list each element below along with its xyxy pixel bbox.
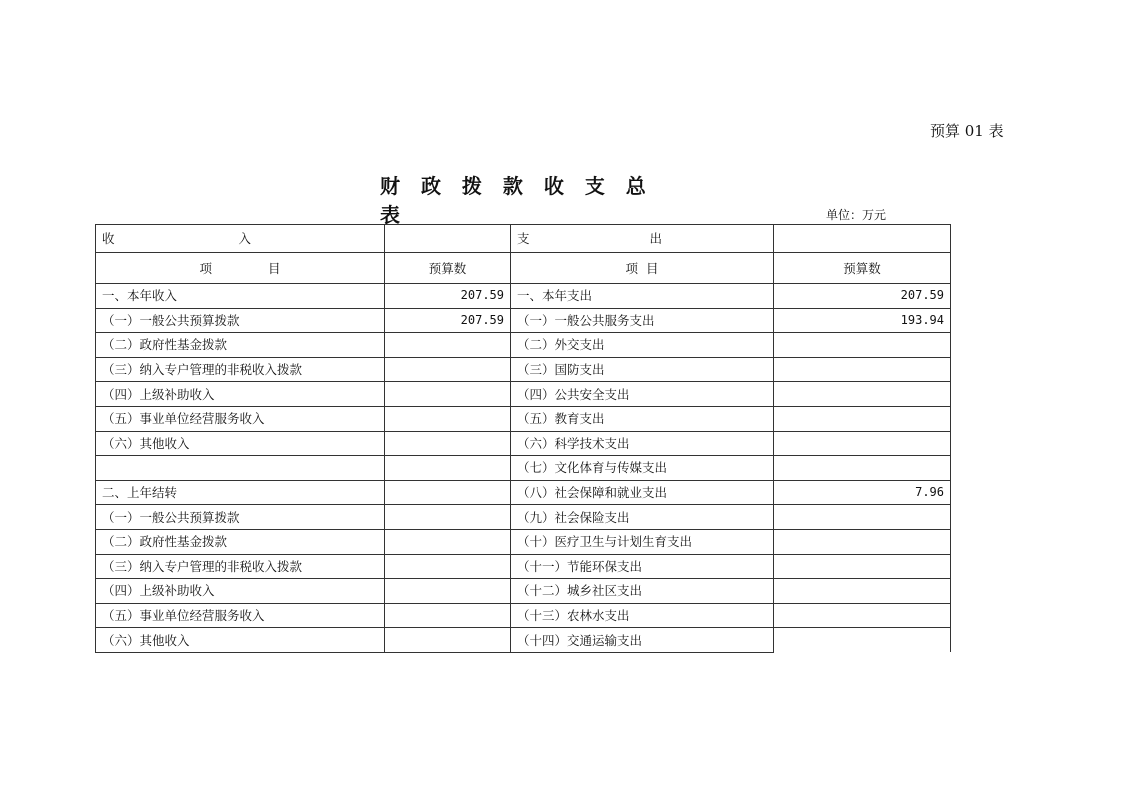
- income-item-cell: （六）其他收入: [96, 431, 385, 456]
- expense-value-cell: [774, 357, 951, 382]
- income-item-subheader-char2: 目: [268, 260, 281, 276]
- table-row: [96, 480, 951, 505]
- income-value-cell: [385, 554, 511, 579]
- expense-value-cell: 207.59: [774, 284, 951, 309]
- income-item-cell: （五）事业单位经营服务收入: [96, 406, 385, 431]
- income-value-cell: 207.59: [385, 308, 511, 333]
- expense-item-cell: （五）教育支出: [511, 406, 774, 431]
- expense-value-cell: 193.94: [774, 308, 951, 333]
- budget-table: [95, 224, 951, 653]
- expense-value-cell: [774, 579, 951, 604]
- expense-value-cell: [774, 431, 951, 456]
- table-row: [96, 382, 951, 407]
- expense-value-cell: [774, 406, 951, 431]
- table-row: [96, 554, 951, 579]
- table-row: [96, 284, 951, 309]
- expense-item-cell: （一）一般公共服务支出: [511, 308, 774, 333]
- unit-label: 单位：万元: [826, 208, 887, 222]
- expense-header: [511, 225, 774, 253]
- income-item-cell: （一）一般公共预算拨款: [96, 308, 385, 333]
- income-item-cell: （六）其他收入: [96, 628, 385, 653]
- expense-item-subheader: 项 目: [511, 253, 774, 284]
- expense-item-cell: （十）医疗卫生与计划生育支出: [511, 529, 774, 554]
- income-item-subheader: [96, 253, 385, 284]
- page-title: 财 政 拨 款 收 支 总 表: [380, 174, 653, 227]
- table-row: [96, 431, 951, 456]
- income-item-cell: （四）上级补助收入: [96, 382, 385, 407]
- expense-value-cell: [774, 603, 951, 628]
- table-row: [96, 308, 951, 333]
- table-row: [96, 333, 951, 358]
- table-row: [96, 579, 951, 604]
- income-value-cell: [385, 333, 511, 358]
- expense-value-cell: [774, 382, 951, 407]
- income-value-cell: [385, 382, 511, 407]
- expense-value-cell: [774, 505, 951, 530]
- expense-value-cell: [774, 529, 951, 554]
- income-value-cell: [385, 406, 511, 431]
- income-header-char2: 入: [238, 231, 252, 246]
- expense-header-char2: 出: [649, 231, 663, 246]
- table-row: [96, 529, 951, 554]
- expense-item-cell: （十四）交通运输支出: [511, 628, 774, 653]
- income-item-cell: （三）纳入专户管理的非税收入拨款: [96, 357, 385, 382]
- expense-item-cell: （九）社会保险支出: [511, 505, 774, 530]
- header-row-2: [96, 253, 951, 284]
- income-budget-subheader: 预算数: [385, 253, 511, 284]
- income-value-cell: [385, 431, 511, 456]
- income-item-cell: （四）上级补助收入: [96, 579, 385, 604]
- header-row-1: [96, 225, 951, 253]
- income-item-cell: 二、上年结转: [96, 480, 385, 505]
- table-row: [96, 357, 951, 382]
- income-item-cell: [96, 456, 385, 481]
- table-row: [96, 406, 951, 431]
- income-header-blank: [385, 225, 511, 253]
- income-item-cell: （五）事业单位经营服务收入: [96, 603, 385, 628]
- expense-item-cell: （十二）城乡社区支出: [511, 579, 774, 604]
- income-value-cell: [385, 529, 511, 554]
- expense-item-cell: （八）社会保障和就业支出: [511, 480, 774, 505]
- income-value-cell: [385, 603, 511, 628]
- income-item-cell: 一、本年收入: [96, 284, 385, 309]
- expense-value-cell: [774, 333, 951, 358]
- income-value-cell: [385, 579, 511, 604]
- expense-value-cell: [774, 628, 951, 653]
- expense-value-cell: [774, 456, 951, 481]
- expense-value-cell: 7.96: [774, 480, 951, 505]
- income-header-char1: 收: [102, 231, 115, 246]
- expense-item-cell: （六）科学技术支出: [511, 431, 774, 456]
- table-row: [96, 456, 951, 481]
- expense-item-cell: （十一）节能环保支出: [511, 554, 774, 579]
- expense-item-cell: （七）文化体育与传媒支出: [511, 456, 774, 481]
- expense-budget-subheader: 预算数: [774, 253, 951, 284]
- expense-header-char1: 支: [517, 231, 530, 246]
- table-row: [96, 505, 951, 530]
- income-item-cell: （一）一般公共预算拨款: [96, 505, 385, 530]
- income-item-cell: （二）政府性基金拨款: [96, 333, 385, 358]
- expense-item-cell: 一、本年支出: [511, 284, 774, 309]
- expense-value-cell: [774, 554, 951, 579]
- expense-item-cell: （十三）农林水支出: [511, 603, 774, 628]
- income-header: [96, 225, 385, 253]
- expense-item-cell: （四）公共安全支出: [511, 382, 774, 407]
- income-item-cell: （三）纳入专户管理的非税收入拨款: [96, 554, 385, 579]
- income-value-cell: [385, 505, 511, 530]
- income-value-cell: 207.59: [385, 284, 511, 309]
- table-row: [96, 603, 951, 628]
- income-value-cell: [385, 628, 511, 653]
- expense-item-cell: （二）外交支出: [511, 333, 774, 358]
- income-value-cell: [385, 456, 511, 481]
- income-item-cell: （二）政府性基金拨款: [96, 529, 385, 554]
- income-item-subheader-char1: 项: [199, 260, 212, 276]
- table-row: [96, 628, 951, 653]
- income-value-cell: [385, 480, 511, 505]
- income-value-cell: [385, 357, 511, 382]
- form-id: 预算 01 表: [930, 122, 1004, 140]
- expense-header-blank: [774, 225, 951, 253]
- expense-item-cell: （三）国防支出: [511, 357, 774, 382]
